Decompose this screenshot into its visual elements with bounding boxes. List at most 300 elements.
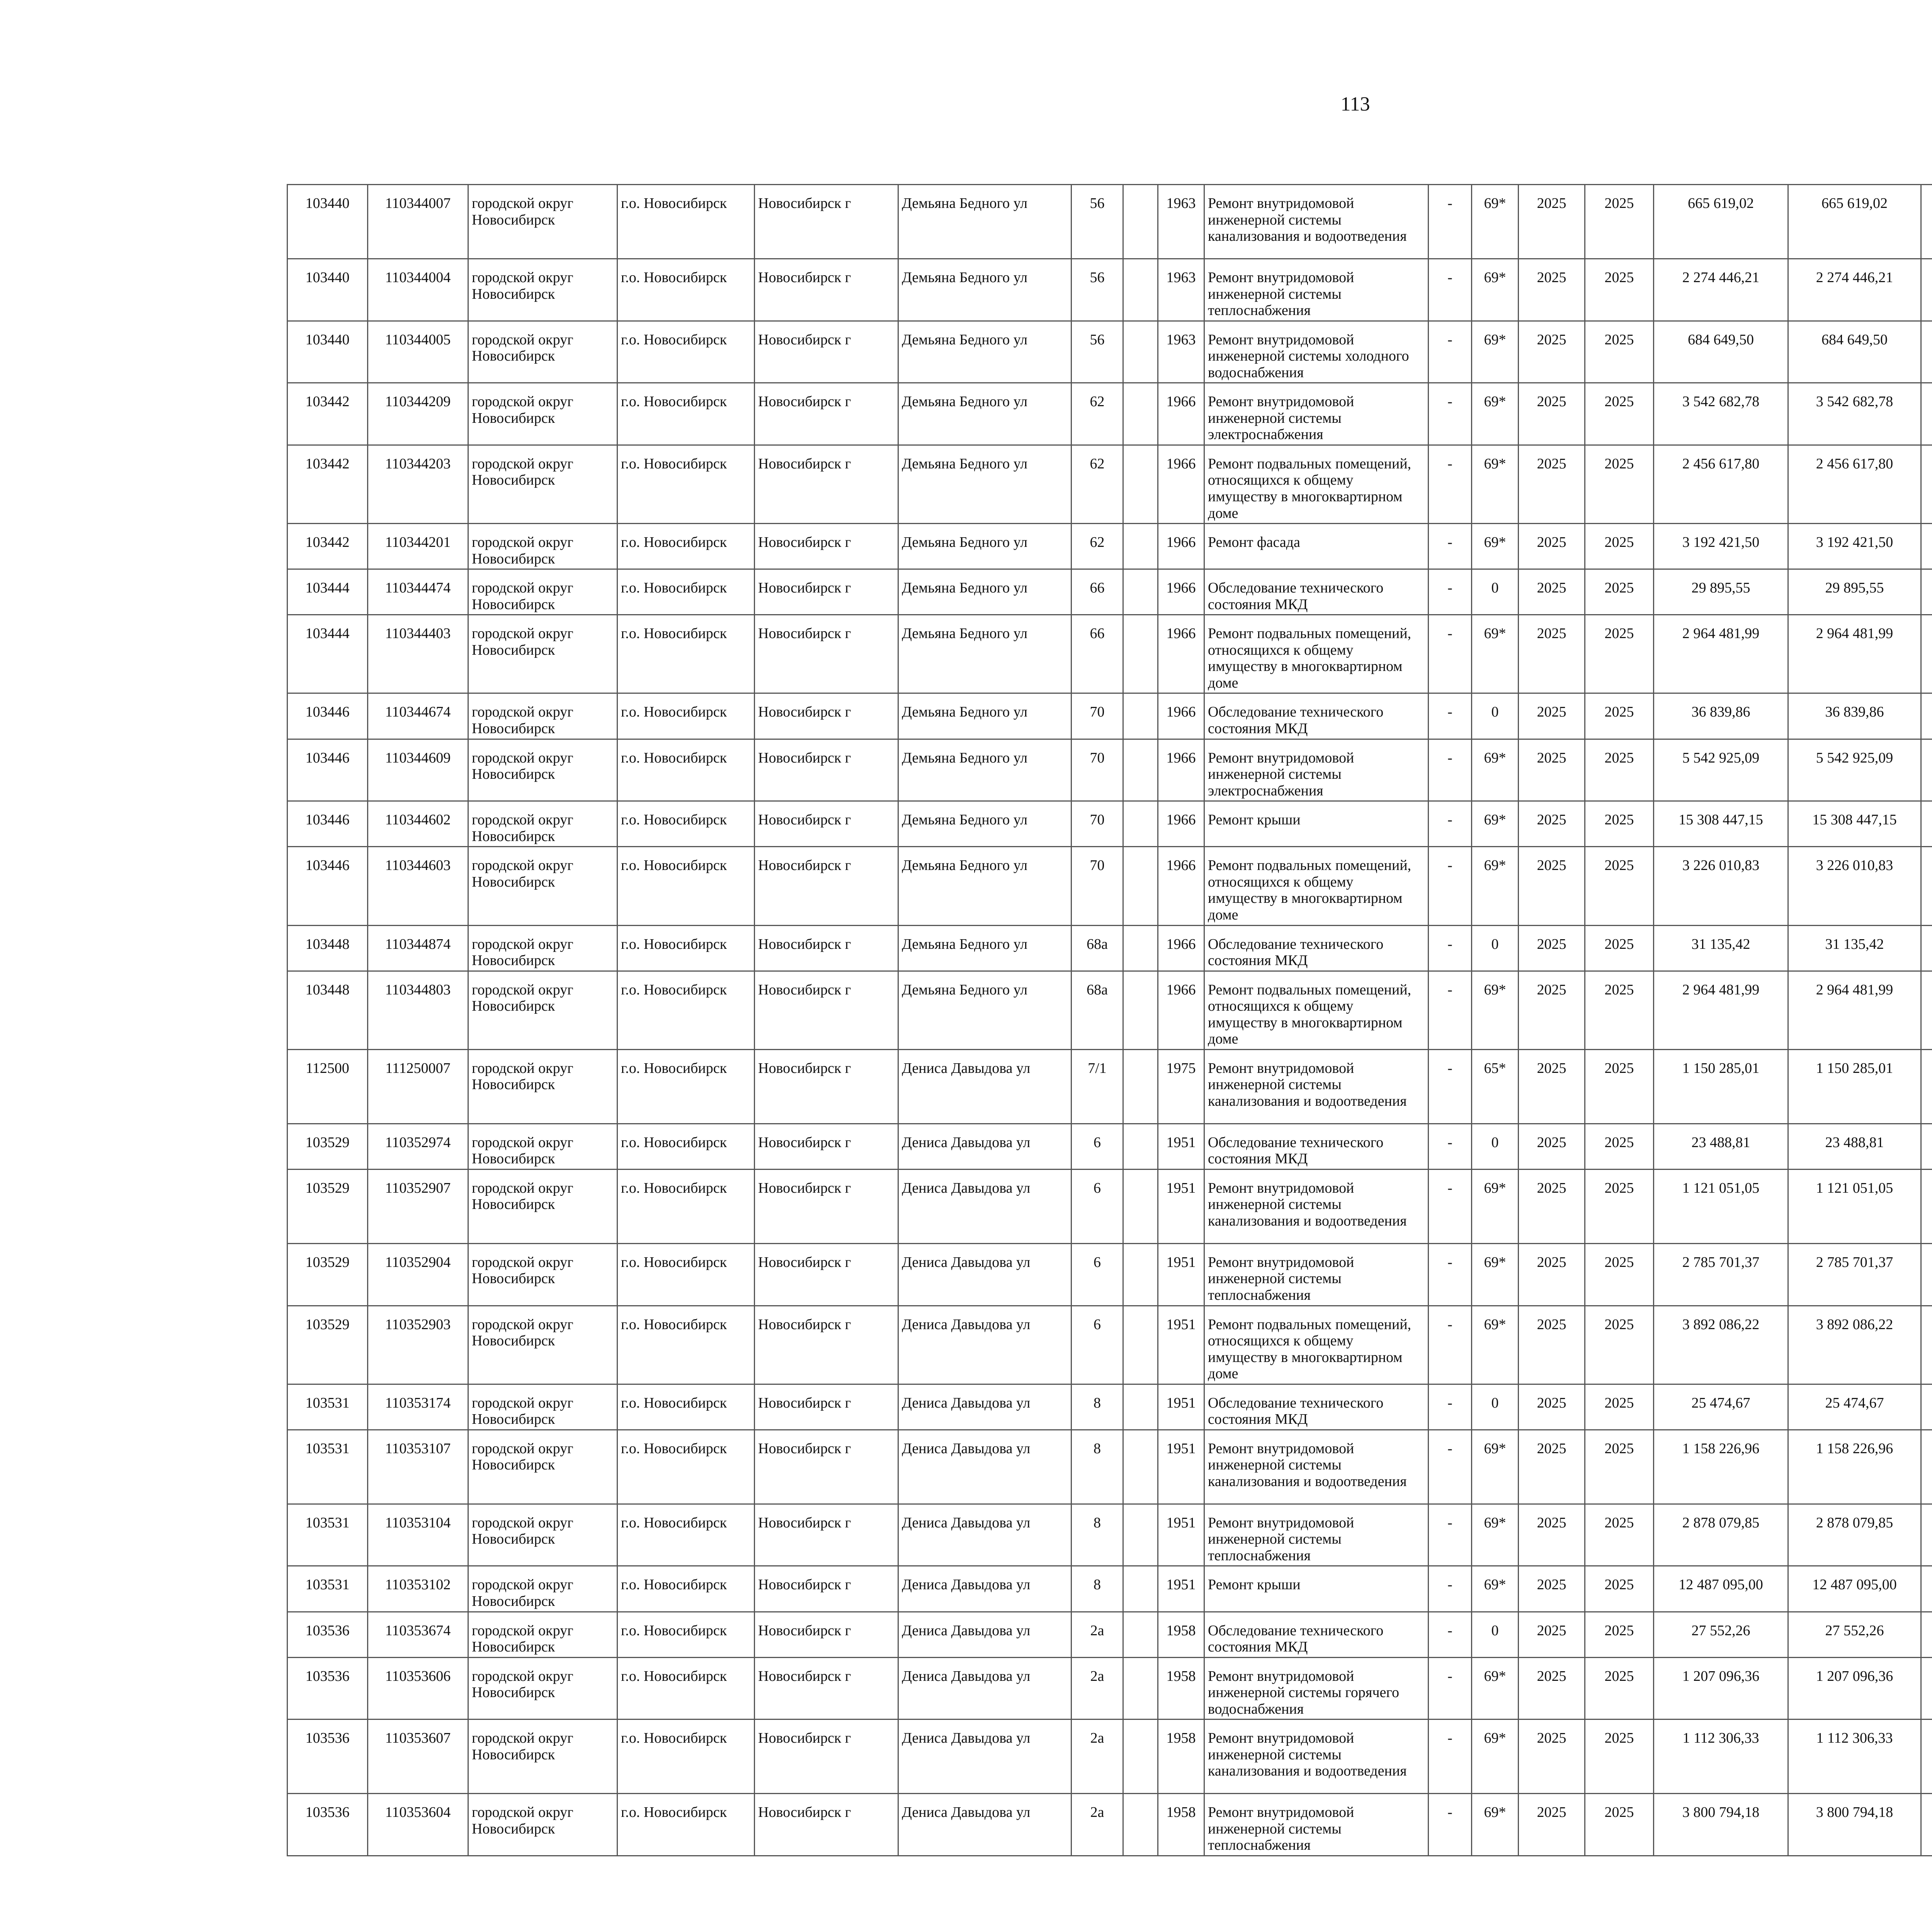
cell-house-number: 6: [1071, 1124, 1123, 1169]
cell-settlement: Новосибирск г: [755, 693, 898, 739]
cell-settlement: Новосибирск г: [755, 1794, 898, 1856]
cell-settlement: Новосибирск г: [755, 925, 898, 971]
cell-total-cost: 15 308 447,15: [1654, 801, 1788, 847]
cell-street: Демьяна Бедного ул: [898, 185, 1071, 259]
cell-plan-year-end: 2025: [1585, 1049, 1654, 1124]
cell-settlement: Новосибирск г: [755, 1049, 898, 1124]
cell-col-dash: -: [1429, 1612, 1472, 1657]
cell-work-id: 111250007: [368, 1049, 468, 1124]
cell-plan-year-start: 2025: [1519, 1124, 1585, 1169]
cell-plan-year-end: 2025: [1585, 1504, 1654, 1566]
cell-record-id: 103536: [287, 1794, 368, 1856]
cell-street: Дениса Давыдова ул: [898, 1243, 1071, 1306]
cell-work-type: Обследование технического состояния МКД: [1204, 925, 1429, 971]
cell-work-type: Ремонт подвальных помещений, относящихся к общему имуществу в многоквартирном доме: [1204, 445, 1429, 523]
cell-work-id: 110344609: [368, 739, 468, 801]
cell-building: [1123, 1430, 1158, 1504]
cell-settlement: Новосибирск г: [755, 847, 898, 925]
cell-col-dash: -: [1429, 1794, 1472, 1856]
cell-col-dash: -: [1429, 925, 1472, 971]
cell-budget-federal: [1921, 739, 1932, 801]
cell-fund-cost: 1 112 306,33: [1788, 1720, 1921, 1794]
cell-plan-year-start: 2025: [1519, 1306, 1585, 1384]
cell-build-year: 1951: [1158, 1566, 1204, 1612]
cell-record-id: 103446: [287, 739, 368, 801]
table-row: [287, 1612, 1932, 1657]
cell-settlement: Новосибирск г: [755, 1430, 898, 1504]
cell-street: Демьяна Бедного ул: [898, 801, 1071, 847]
cell-house-number: 68а: [1071, 971, 1123, 1049]
cell-district: г.о. Новосибирск: [617, 1124, 755, 1169]
cell-house-number: 56: [1071, 321, 1123, 383]
cell-municipality: городской округ Новосибирск: [468, 383, 617, 445]
cell-plan-year-start: 2025: [1519, 739, 1585, 801]
cell-street: Демьяна Бедного ул: [898, 693, 1071, 739]
cell-col-dash: -: [1429, 259, 1472, 321]
cell-fund-cost: 1 158 226,96: [1788, 1430, 1921, 1504]
cell-wear-percent: 69*: [1472, 1566, 1519, 1612]
cell-work-type: Ремонт внутридомовой инженерной системы теплоснабжения: [1204, 259, 1429, 321]
cell-total-cost: 27 552,26: [1654, 1612, 1788, 1657]
cell-settlement: Новосибирск г: [755, 524, 898, 569]
table-row: [287, 1049, 1932, 1124]
page-number: 113: [1340, 93, 1370, 115]
cell-building: [1123, 1169, 1158, 1243]
cell-municipality: городской округ Новосибирск: [468, 693, 617, 739]
cell-plan-year-start: 2025: [1519, 259, 1585, 321]
cell-total-cost: 12 487 095,00: [1654, 1566, 1788, 1612]
cell-municipality: городской округ Новосибирск: [468, 971, 617, 1049]
cell-total-cost: 665 619,02: [1654, 185, 1788, 259]
cell-settlement: Новосибирск г: [755, 971, 898, 1049]
cell-work-id: 110344803: [368, 971, 468, 1049]
cell-street: Дениса Давыдова ул: [898, 1794, 1071, 1856]
cell-street: Демьяна Бедного ул: [898, 321, 1071, 383]
cell-plan-year-start: 2025: [1519, 801, 1585, 847]
cell-municipality: городской округ Новосибирск: [468, 1566, 617, 1612]
cell-plan-year-end: 2025: [1585, 383, 1654, 445]
cell-col-dash: -: [1429, 1720, 1472, 1794]
cell-col-dash: -: [1429, 383, 1472, 445]
cell-work-id: 110344201: [368, 524, 468, 569]
table-row: [287, 739, 1932, 801]
cell-district: г.о. Новосибирск: [617, 1794, 755, 1856]
cell-work-type: Ремонт внутридомовой инженерной системы канализования и водоотведения: [1204, 1049, 1429, 1124]
table-row: [287, 693, 1932, 739]
cell-work-id: 110353607: [368, 1720, 468, 1794]
cell-record-id: 103529: [287, 1124, 368, 1169]
cell-work-type: Ремонт внутридомовой инженерной системы канализования и водоотведения: [1204, 1720, 1429, 1794]
cell-house-number: 68а: [1071, 925, 1123, 971]
cell-budget-federal: [1921, 925, 1932, 971]
cell-record-id: 103531: [287, 1566, 368, 1612]
cell-plan-year-start: 2025: [1519, 1657, 1585, 1720]
table-row: [287, 1504, 1932, 1566]
cell-fund-cost: 1 207 096,36: [1788, 1657, 1921, 1720]
cell-build-year: 1951: [1158, 1243, 1204, 1306]
cell-district: г.о. Новосибирск: [617, 1612, 755, 1657]
cell-build-year: 1966: [1158, 445, 1204, 523]
cell-district: г.о. Новосибирск: [617, 1169, 755, 1243]
cell-plan-year-start: 2025: [1519, 693, 1585, 739]
cell-record-id: 103536: [287, 1720, 368, 1794]
cell-wear-percent: 69*: [1472, 1169, 1519, 1243]
cell-house-number: 66: [1071, 569, 1123, 615]
cell-house-number: 2а: [1071, 1612, 1123, 1657]
table-row: [287, 259, 1932, 321]
cell-build-year: 1951: [1158, 1504, 1204, 1566]
cell-building: [1123, 569, 1158, 615]
cell-work-id: 110352907: [368, 1169, 468, 1243]
cell-district: г.о. Новосибирск: [617, 693, 755, 739]
cell-record-id: 103440: [287, 185, 368, 259]
cell-work-type: Ремонт подвальных помещений, относящихся к общему имуществу в многоквартирном доме: [1204, 615, 1429, 693]
cell-record-id: 103442: [287, 445, 368, 523]
cell-municipality: городской округ Новосибирск: [468, 1384, 617, 1430]
cell-street: Демьяна Бедного ул: [898, 524, 1071, 569]
cell-col-dash: -: [1429, 524, 1472, 569]
cell-work-id: 110344209: [368, 383, 468, 445]
cell-building: [1123, 693, 1158, 739]
cell-total-cost: 2 964 481,99: [1654, 615, 1788, 693]
cell-building: [1123, 524, 1158, 569]
cell-fund-cost: 3 192 421,50: [1788, 524, 1921, 569]
cell-municipality: городской округ Новосибирск: [468, 185, 617, 259]
cell-total-cost: 5 542 925,09: [1654, 739, 1788, 801]
cell-house-number: 70: [1071, 847, 1123, 925]
cell-work-type: Обследование технического состояния МКД: [1204, 1384, 1429, 1430]
cell-col-dash: -: [1429, 739, 1472, 801]
cell-plan-year-start: 2025: [1519, 445, 1585, 523]
cell-settlement: Новосибирск г: [755, 1504, 898, 1566]
cell-build-year: 1966: [1158, 524, 1204, 569]
cell-building: [1123, 1504, 1158, 1566]
cell-record-id: 103531: [287, 1430, 368, 1504]
cell-house-number: 8: [1071, 1504, 1123, 1566]
cell-district: г.о. Новосибирск: [617, 1384, 755, 1430]
cell-plan-year-start: 2025: [1519, 1384, 1585, 1430]
cell-budget-federal: [1921, 321, 1932, 383]
cell-build-year: 1966: [1158, 383, 1204, 445]
cell-house-number: 8: [1071, 1384, 1123, 1430]
cell-work-id: 110353107: [368, 1430, 468, 1504]
cell-budget-federal: [1921, 259, 1932, 321]
cell-work-id: 110344004: [368, 259, 468, 321]
cell-budget-federal: [1921, 1124, 1932, 1169]
cell-col-dash: -: [1429, 1243, 1472, 1306]
cell-build-year: 1966: [1158, 615, 1204, 693]
cell-col-dash: -: [1429, 321, 1472, 383]
cell-wear-percent: 0: [1472, 1384, 1519, 1430]
cell-wear-percent: 69*: [1472, 524, 1519, 569]
cell-wear-percent: 69*: [1472, 1306, 1519, 1384]
cell-settlement: Новосибирск г: [755, 615, 898, 693]
cell-district: г.о. Новосибирск: [617, 615, 755, 693]
cell-house-number: 70: [1071, 739, 1123, 801]
cell-plan-year-end: 2025: [1585, 739, 1654, 801]
cell-total-cost: 1 158 226,96: [1654, 1430, 1788, 1504]
cell-settlement: Новосибирск г: [755, 1243, 898, 1306]
cell-record-id: 103440: [287, 321, 368, 383]
cell-building: [1123, 185, 1158, 259]
cell-house-number: 70: [1071, 801, 1123, 847]
cell-street: Дениса Давыдова ул: [898, 1384, 1071, 1430]
cell-building: [1123, 1612, 1158, 1657]
cell-work-type: Обследование технического состояния МКД: [1204, 693, 1429, 739]
cell-plan-year-end: 2025: [1585, 615, 1654, 693]
cell-district: г.о. Новосибирск: [617, 1566, 755, 1612]
cell-total-cost: 2 878 079,85: [1654, 1504, 1788, 1566]
cell-work-type: Ремонт внутридомовой инженерной системы теплоснабжения: [1204, 1243, 1429, 1306]
cell-total-cost: 2 785 701,37: [1654, 1243, 1788, 1306]
cell-wear-percent: 69*: [1472, 847, 1519, 925]
cell-col-dash: -: [1429, 445, 1472, 523]
cell-total-cost: 1 112 306,33: [1654, 1720, 1788, 1794]
cell-work-id: 110352903: [368, 1306, 468, 1384]
cell-district: г.о. Новосибирск: [617, 1657, 755, 1720]
cell-plan-year-end: 2025: [1585, 1566, 1654, 1612]
cell-house-number: 2а: [1071, 1720, 1123, 1794]
cell-record-id: 103440: [287, 259, 368, 321]
cell-wear-percent: 69*: [1472, 1430, 1519, 1504]
cell-street: Дениса Давыдова ул: [898, 1430, 1071, 1504]
cell-build-year: 1966: [1158, 569, 1204, 615]
cell-settlement: Новосибирск г: [755, 321, 898, 383]
cell-plan-year-start: 2025: [1519, 925, 1585, 971]
cell-work-type: Обследование технического состояния МКД: [1204, 569, 1429, 615]
cell-build-year: 1966: [1158, 693, 1204, 739]
cell-budget-federal: [1921, 1504, 1932, 1566]
cell-wear-percent: 69*: [1472, 1720, 1519, 1794]
cell-col-dash: -: [1429, 693, 1472, 739]
cell-wear-percent: 65*: [1472, 1049, 1519, 1124]
cell-building: [1123, 445, 1158, 523]
cell-building: [1123, 383, 1158, 445]
table-row: [287, 1657, 1932, 1720]
cell-col-dash: -: [1429, 185, 1472, 259]
cell-total-cost: 3 542 682,78: [1654, 383, 1788, 445]
cell-building: [1123, 1566, 1158, 1612]
table-row: [287, 524, 1932, 569]
cell-fund-cost: 2 274 446,21: [1788, 259, 1921, 321]
cell-plan-year-end: 2025: [1585, 847, 1654, 925]
cell-street: Демьяна Бедного ул: [898, 971, 1071, 1049]
cell-street: Демьяна Бедного ул: [898, 615, 1071, 693]
cell-wear-percent: 69*: [1472, 801, 1519, 847]
cell-municipality: городской округ Новосибирск: [468, 1124, 617, 1169]
cell-municipality: городской округ Новосибирск: [468, 1720, 617, 1794]
cell-plan-year-end: 2025: [1585, 321, 1654, 383]
cell-wear-percent: 69*: [1472, 1657, 1519, 1720]
cell-budget-federal: [1921, 847, 1932, 925]
cell-fund-cost: 3 892 086,22: [1788, 1306, 1921, 1384]
cell-wear-percent: 69*: [1472, 1243, 1519, 1306]
cell-col-dash: -: [1429, 615, 1472, 693]
cell-build-year: 1951: [1158, 1430, 1204, 1504]
cell-settlement: Новосибирск г: [755, 259, 898, 321]
cell-work-type: Ремонт крыши: [1204, 801, 1429, 847]
cell-house-number: 2а: [1071, 1794, 1123, 1856]
cell-plan-year-end: 2025: [1585, 1657, 1654, 1720]
cell-district: г.о. Новосибирск: [617, 801, 755, 847]
cell-total-cost: 684 649,50: [1654, 321, 1788, 383]
cell-total-cost: 3 192 421,50: [1654, 524, 1788, 569]
cell-budget-federal: [1921, 569, 1932, 615]
cell-col-dash: -: [1429, 847, 1472, 925]
cell-municipality: городской округ Новосибирск: [468, 1657, 617, 1720]
cell-plan-year-end: 2025: [1585, 1384, 1654, 1430]
cell-municipality: городской округ Новосибирск: [468, 1612, 617, 1657]
cell-record-id: 103446: [287, 693, 368, 739]
cell-municipality: городской округ Новосибирск: [468, 801, 617, 847]
cell-house-number: 62: [1071, 383, 1123, 445]
cell-district: г.о. Новосибирск: [617, 847, 755, 925]
cell-budget-federal: [1921, 693, 1932, 739]
cell-settlement: Новосибирск г: [755, 1720, 898, 1794]
cell-municipality: городской округ Новосибирск: [468, 1049, 617, 1124]
cell-district: г.о. Новосибирск: [617, 1504, 755, 1566]
cell-street: Демьяна Бедного ул: [898, 569, 1071, 615]
cell-budget-federal: [1921, 1794, 1932, 1856]
cell-total-cost: 23 488,81: [1654, 1124, 1788, 1169]
cell-plan-year-start: 2025: [1519, 1430, 1585, 1504]
cell-building: [1123, 1124, 1158, 1169]
cell-municipality: городской округ Новосибирск: [468, 321, 617, 383]
cell-plan-year-start: 2025: [1519, 1169, 1585, 1243]
cell-wear-percent: 69*: [1472, 739, 1519, 801]
cell-settlement: Новосибирск г: [755, 1306, 898, 1384]
cell-plan-year-start: 2025: [1519, 383, 1585, 445]
cell-building: [1123, 801, 1158, 847]
table-row: [287, 615, 1932, 693]
cell-district: г.о. Новосибирск: [617, 445, 755, 523]
cell-col-dash: -: [1429, 569, 1472, 615]
cell-plan-year-start: 2025: [1519, 1720, 1585, 1794]
cell-work-type: Ремонт внутридомовой инженерной системы электроснабжения: [1204, 383, 1429, 445]
cell-total-cost: 1 121 051,05: [1654, 1169, 1788, 1243]
cell-build-year: 1958: [1158, 1657, 1204, 1720]
cell-fund-cost: 3 542 682,78: [1788, 383, 1921, 445]
cell-district: г.о. Новосибирск: [617, 524, 755, 569]
cell-work-id: 110344007: [368, 185, 468, 259]
cell-work-id: 110344474: [368, 569, 468, 615]
cell-record-id: 103442: [287, 524, 368, 569]
cell-record-id: 103448: [287, 925, 368, 971]
cell-municipality: городской округ Новосибирск: [468, 445, 617, 523]
table-row: [287, 569, 1932, 615]
cell-work-type: Ремонт внутридомовой инженерной системы канализования и водоотведения: [1204, 1430, 1429, 1504]
cell-work-type: Ремонт крыши: [1204, 1566, 1429, 1612]
table-row: [287, 847, 1932, 925]
cell-col-dash: -: [1429, 1384, 1472, 1430]
cell-record-id: 103444: [287, 569, 368, 615]
cell-street: Демьяна Бедного ул: [898, 739, 1071, 801]
cell-building: [1123, 739, 1158, 801]
cell-street: Дениса Давыдова ул: [898, 1720, 1071, 1794]
cell-work-type: Ремонт внутридомовой инженерной системы электроснабжения: [1204, 739, 1429, 801]
cell-fund-cost: 36 839,86: [1788, 693, 1921, 739]
cell-total-cost: 25 474,67: [1654, 1384, 1788, 1430]
cell-street: Дениса Давыдова ул: [898, 1169, 1071, 1243]
cell-work-type: Ремонт подвальных помещений, относящихся к общему имуществу в многоквартирном доме: [1204, 971, 1429, 1049]
cell-record-id: 103529: [287, 1243, 368, 1306]
cell-work-id: 110344602: [368, 801, 468, 847]
cell-house-number: 8: [1071, 1430, 1123, 1504]
cell-budget-federal: [1921, 185, 1932, 259]
cell-district: г.о. Новосибирск: [617, 185, 755, 259]
cell-build-year: 1966: [1158, 847, 1204, 925]
cell-build-year: 1958: [1158, 1794, 1204, 1856]
cell-settlement: Новосибирск г: [755, 1384, 898, 1430]
cell-budget-federal: [1921, 801, 1932, 847]
cell-street: Дениса Давыдова ул: [898, 1049, 1071, 1124]
cell-fund-cost: 25 474,67: [1788, 1384, 1921, 1430]
cell-municipality: городской округ Новосибирск: [468, 739, 617, 801]
cell-work-id: 110344674: [368, 693, 468, 739]
cell-build-year: 1958: [1158, 1612, 1204, 1657]
cell-record-id: 103442: [287, 383, 368, 445]
cell-house-number: 2а: [1071, 1657, 1123, 1720]
cell-build-year: 1966: [1158, 971, 1204, 1049]
cell-budget-federal: [1921, 1612, 1932, 1657]
cell-fund-cost: 3 800 794,18: [1788, 1794, 1921, 1856]
table-row: [287, 1124, 1932, 1169]
cell-work-type: Ремонт внутридомовой инженерной системы теплоснабжения: [1204, 1794, 1429, 1856]
cell-street: Дениса Давыдова ул: [898, 1657, 1071, 1720]
cell-work-id: 110344203: [368, 445, 468, 523]
cell-budget-federal: [1921, 1306, 1932, 1384]
cell-work-type: Ремонт внутридомовой инженерной системы горячего водоснабжения: [1204, 1657, 1429, 1720]
cell-col-dash: -: [1429, 1430, 1472, 1504]
cell-fund-cost: 15 308 447,15: [1788, 801, 1921, 847]
cell-plan-year-start: 2025: [1519, 321, 1585, 383]
cell-budget-federal: [1921, 1049, 1932, 1124]
cell-total-cost: 2 964 481,99: [1654, 971, 1788, 1049]
cell-district: г.о. Новосибирск: [617, 321, 755, 383]
cell-house-number: 70: [1071, 693, 1123, 739]
cell-plan-year-end: 2025: [1585, 1430, 1654, 1504]
cell-wear-percent: 69*: [1472, 1504, 1519, 1566]
cell-municipality: городской округ Новосибирск: [468, 847, 617, 925]
cell-district: г.о. Новосибирск: [617, 259, 755, 321]
cell-wear-percent: 0: [1472, 569, 1519, 615]
cell-wear-percent: 0: [1472, 1612, 1519, 1657]
cell-building: [1123, 1657, 1158, 1720]
cell-municipality: городской округ Новосибирск: [468, 569, 617, 615]
cell-budget-federal: [1921, 1243, 1932, 1306]
cell-street: Дениса Давыдова ул: [898, 1504, 1071, 1566]
cell-record-id: 103536: [287, 1657, 368, 1720]
cell-plan-year-end: 2025: [1585, 1124, 1654, 1169]
cell-total-cost: 29 895,55: [1654, 569, 1788, 615]
cell-build-year: 1958: [1158, 1720, 1204, 1794]
cell-budget-federal: [1921, 524, 1932, 569]
cell-plan-year-end: 2025: [1585, 1169, 1654, 1243]
cell-municipality: городской округ Новосибирск: [468, 1306, 617, 1384]
cell-col-dash: -: [1429, 971, 1472, 1049]
cell-total-cost: 3 226 010,83: [1654, 847, 1788, 925]
cell-work-id: 110344603: [368, 847, 468, 925]
cell-plan-year-end: 2025: [1585, 185, 1654, 259]
cell-municipality: городской округ Новосибирск: [468, 1243, 617, 1306]
cell-building: [1123, 971, 1158, 1049]
cell-work-type: Обследование технического состояния МКД: [1204, 1612, 1429, 1657]
cell-record-id: 103448: [287, 971, 368, 1049]
cell-work-id: 110353674: [368, 1612, 468, 1657]
cell-fund-cost: 2 456 617,80: [1788, 445, 1921, 523]
cell-budget-federal: [1921, 1657, 1932, 1720]
cell-wear-percent: 69*: [1472, 383, 1519, 445]
